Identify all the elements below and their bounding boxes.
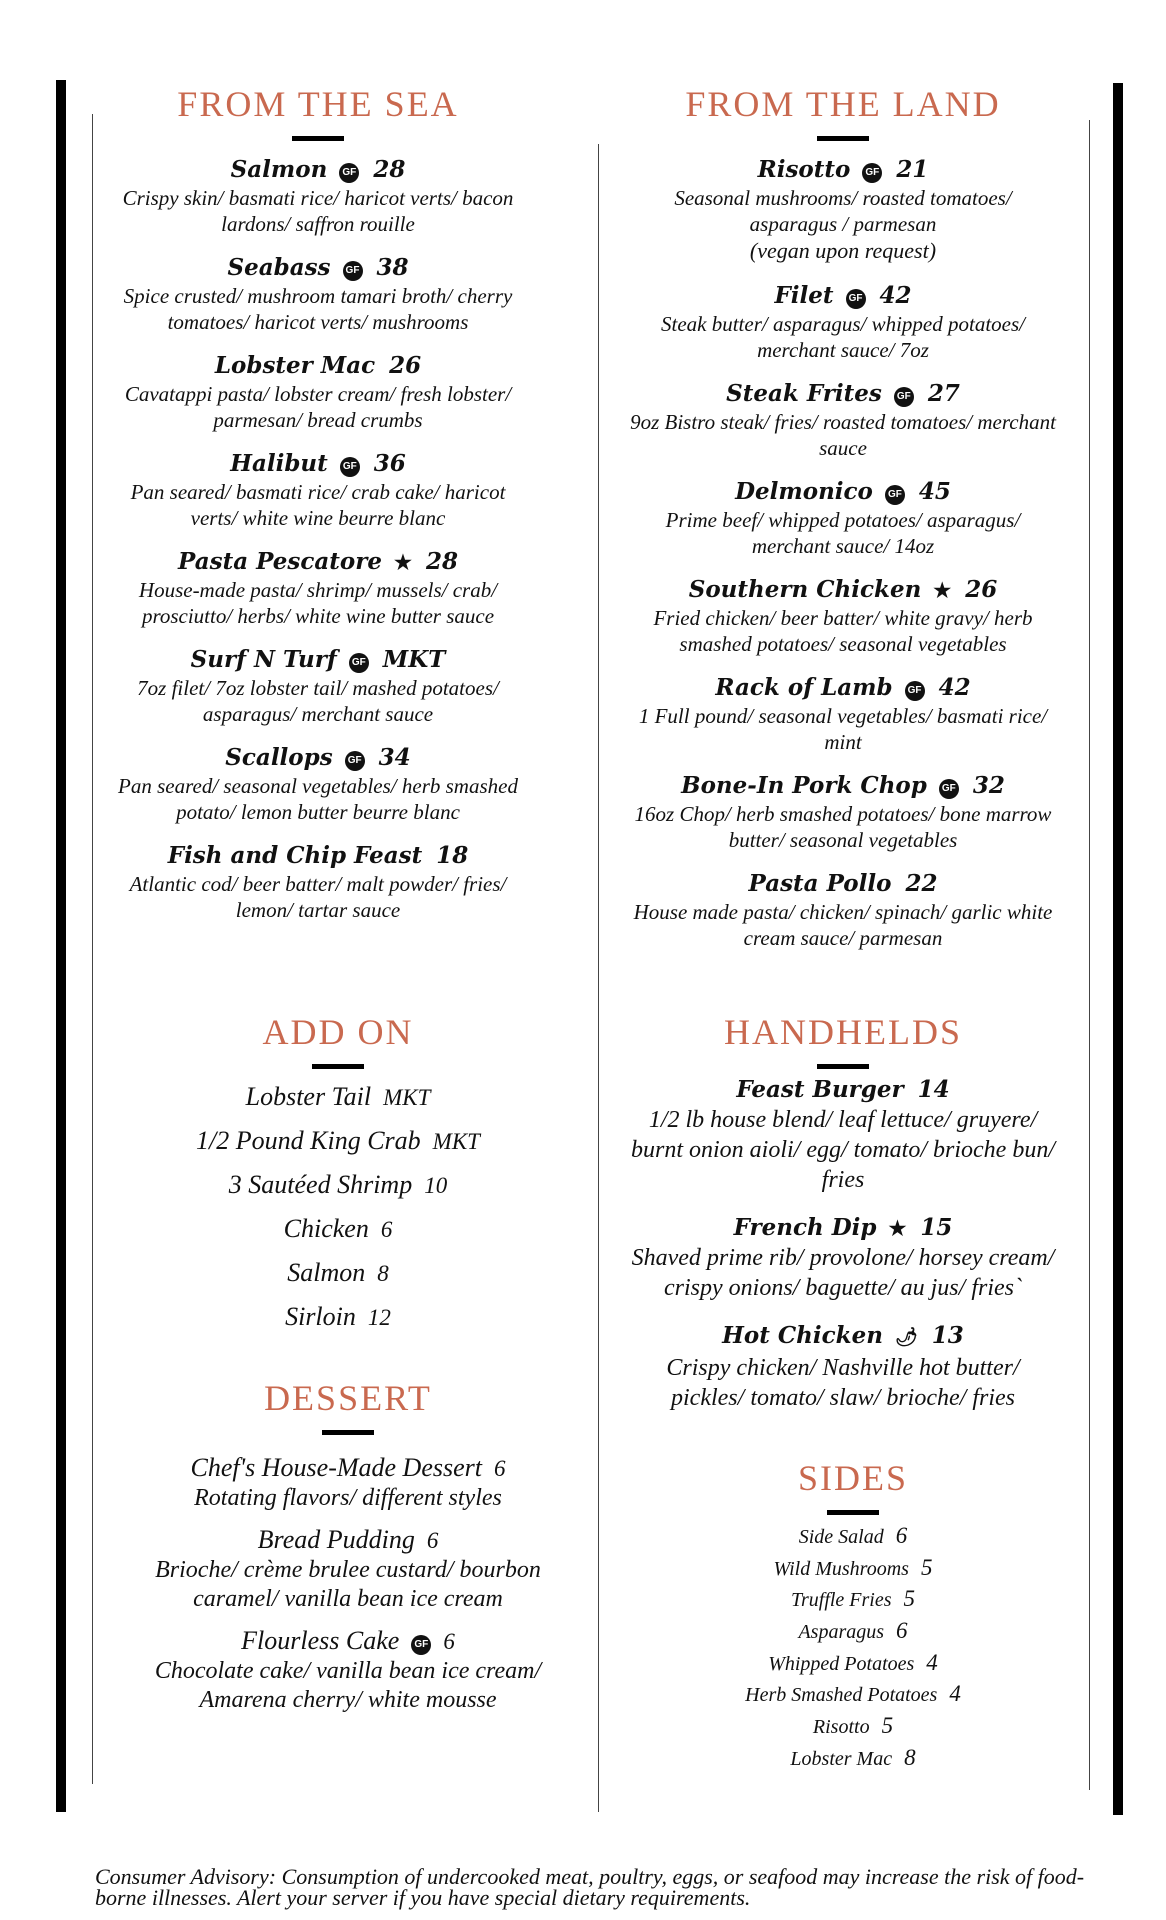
side-price: 4: [926, 1649, 938, 1675]
item-price: 13: [931, 1322, 964, 1349]
heading-rule: [817, 1064, 869, 1069]
section-heading: HANDHELDS: [724, 1012, 962, 1052]
addon-name: Lobster Tail: [245, 1082, 372, 1111]
dessert-section: [128, 1378, 568, 1715]
item-description: Seasonal mushrooms/ roasted tomatoes/ asparagus / parmesan: [674, 186, 1012, 236]
item-description: 7oz filet/ 7oz lobster tail/ mashed potatoes/ asparagus/ merchant sauce: [137, 676, 499, 726]
menu-item: [108, 351, 528, 433]
addon-item: [128, 1302, 548, 1333]
addon-item: [128, 1214, 548, 1245]
dessert-price: 6: [426, 1528, 439, 1553]
chili-pepper-icon: 🌶: [894, 1327, 918, 1348]
item-price: 34: [378, 744, 411, 771]
side-item: [628, 1618, 1078, 1645]
item-price: 42: [879, 282, 912, 309]
side-price: 5: [920, 1554, 933, 1580]
menu-list: [628, 1075, 1058, 1413]
dessert-price: 6: [443, 1629, 455, 1654]
menu-item: [628, 575, 1058, 657]
addon-name: 3 Sautéed Shrimp: [228, 1170, 413, 1199]
menu-item: [108, 449, 528, 531]
addon-list: [128, 1082, 548, 1333]
item-name: Rack of Lamb: [715, 674, 893, 701]
addon-price: 10: [424, 1173, 448, 1198]
side-item: [628, 1713, 1078, 1740]
item-price: 32: [972, 772, 1005, 799]
item-description: Prime beef/ whipped potatoes/ asparagus/ merchant sauce/ 14oz: [665, 508, 1021, 558]
gluten-free-icon: GF: [411, 1635, 431, 1655]
item-price: 14: [917, 1076, 950, 1103]
item-description: Fried chicken/ beer batter/ white gravy/ herb smashed potatoes/ seasonal vegetables: [653, 606, 1033, 656]
item-description: House-made pasta/ shrimp/ mussels/ crab/ prosciutto/ herbs/ white wine butter sauce: [138, 578, 498, 628]
gluten-free-icon: GF: [885, 485, 905, 505]
side-item: [628, 1745, 1078, 1772]
side-price: 6: [895, 1523, 908, 1548]
gluten-free-icon: GF: [862, 163, 882, 183]
item-price: 36: [373, 450, 406, 477]
addon-item: [128, 1082, 548, 1113]
menu-item: [628, 1213, 1058, 1303]
section-heading: FROM THE LAND: [685, 84, 1001, 124]
heading-rule: [322, 1430, 374, 1435]
item-name: Lobster Mac: [214, 352, 376, 379]
heading-rule: [312, 1064, 364, 1069]
gluten-free-icon: GF: [349, 653, 369, 673]
item-description: 1 Full pound/ seasonal vegetables/ basmati rice/ mint: [638, 704, 1048, 754]
menu-list: [628, 155, 1058, 951]
item-price: 27: [927, 380, 960, 407]
consumer-advisory: Consumer Advisory: Consumption of undercooked meat, poultry, eggs, or seafood may increase the risk of food-borne illnesses. Alert your server if you have special dietary requirements.: [95, 1864, 1085, 1910]
center-divider-line: [598, 144, 599, 1812]
side-item: [628, 1523, 1078, 1550]
section-heading: SIDES: [797, 1458, 909, 1498]
item-name: Delmonico: [735, 478, 873, 505]
menu-item: [628, 673, 1058, 755]
addon-name: Sirloin: [285, 1302, 356, 1331]
item-price: 28: [373, 156, 406, 183]
side-name: Whipped Potatoes: [768, 1652, 915, 1675]
item-description: Crispy chicken/ Nashville hot butter/ pickles/ tomato/ slaw/ brioche/ fries: [666, 1355, 1020, 1411]
item-name: French Dip: [733, 1214, 877, 1241]
dessert-name: Flourless Cake: [241, 1626, 400, 1655]
gluten-free-icon: GF: [340, 457, 360, 477]
menu-item: [628, 1321, 1058, 1413]
item-name: Scallops: [225, 744, 333, 771]
menu-item: [628, 771, 1058, 853]
item-description: Pan seared/ seasonal vegetables/ herb smashed potato/ lemon butter beurre blanc: [118, 774, 518, 824]
gluten-free-icon: GF: [846, 289, 866, 309]
star-icon: ★: [394, 550, 412, 574]
item-name: Steak Frites: [726, 380, 882, 407]
item-price: 15: [920, 1214, 953, 1241]
menu-item: [108, 841, 528, 923]
gluten-free-icon: GF: [894, 387, 914, 407]
addon-item: [128, 1126, 548, 1157]
gluten-free-icon: GF: [345, 751, 365, 771]
item-price: 21: [896, 156, 929, 183]
addon-name: Salmon: [287, 1258, 366, 1287]
addon-price: 8: [377, 1261, 389, 1286]
item-name: Filet: [774, 282, 834, 309]
gluten-free-icon: GF: [939, 779, 959, 799]
sides-list: [628, 1523, 1078, 1772]
section-heading: DESSERT: [264, 1378, 432, 1418]
section-heading: ADD ON: [262, 1012, 414, 1052]
left-border-bar: [56, 80, 66, 1812]
star-icon: ★: [933, 578, 952, 602]
item-description: 1/2 lb house blend/ leaf lettuce/ gruyere/ burnt onion aioli/ egg/ tomato/ brioche bun/ fries: [631, 1107, 1055, 1193]
item-name: Hot Chicken: [722, 1322, 883, 1349]
item-description: Shaved prime rib/ provolone/ horsey cream/ crispy onions/ baguette/ au jus/ fries`: [631, 1245, 1055, 1301]
item-note: (vegan upon request): [749, 238, 937, 263]
item-name: Risotto: [757, 156, 851, 183]
addon-price: 6: [380, 1217, 393, 1242]
item-price: MKT: [382, 646, 446, 673]
side-name: Wild Mushrooms: [773, 1557, 909, 1580]
menu-item: [108, 253, 528, 335]
side-price: 5: [881, 1713, 894, 1739]
star-icon: ★: [888, 1216, 907, 1240]
item-name: Salmon: [230, 156, 328, 183]
side-item: [628, 1650, 1078, 1677]
item-price: 22: [905, 870, 938, 897]
item-price: 42: [938, 674, 971, 701]
heading-rule: [817, 136, 869, 141]
addon-price: 12: [367, 1305, 391, 1330]
menu-item: [628, 1075, 1058, 1195]
dessert-description: Rotating flavors/ different styles: [194, 1485, 502, 1511]
menu-item: [108, 645, 528, 727]
item-description: Atlantic cod/ beer batter/ malt powder/ fries/ lemon/ tartar sauce: [129, 872, 507, 922]
item-description: 16oz Chop/ herb smashed potatoes/ bone marrow butter/ seasonal vegetables: [634, 802, 1052, 852]
side-name: Lobster Mac: [790, 1747, 893, 1770]
dessert-item: [128, 1626, 568, 1715]
item-description: Cavatappi pasta/ lobster cream/ fresh lobster/ parmesan/ bread crumbs: [124, 382, 512, 432]
item-description: 9oz Bistro steak/ fries/ roasted tomatoes/ merchant sauce: [630, 410, 1056, 460]
item-description: Crispy skin/ basmati rice/ haricot verts/ bacon lardons/ saffron rouille: [122, 186, 514, 236]
item-name: Surf N Turf: [190, 646, 337, 673]
addon-price: MKT: [432, 1129, 480, 1154]
menu-item: [108, 743, 528, 825]
menu-list: [108, 155, 528, 923]
addon-item: [128, 1258, 548, 1289]
item-name: Pasta Pollo: [748, 870, 892, 897]
dessert-description: Chocolate cake/ vanilla bean ice cream/ Amarena cherry/ white mousse: [154, 1658, 542, 1713]
item-price: 38: [376, 254, 409, 281]
side-name: Herb Smashed Potatoes: [745, 1684, 938, 1707]
dessert-item: [128, 1453, 568, 1513]
side-name: Side Salad: [798, 1526, 884, 1548]
left-inner-line: [92, 114, 93, 1784]
menu-item: [628, 281, 1058, 363]
side-price: 4: [949, 1681, 961, 1707]
item-name: Pasta Pescatore: [178, 548, 382, 575]
item-price: 26: [389, 352, 422, 379]
addon-name: 1/2 Pound King Crab: [196, 1126, 421, 1155]
side-item: [628, 1555, 1078, 1582]
dessert-description: Brioche/ crème brulee custard/ bourbon caramel/ vanilla bean ice cream: [155, 1557, 541, 1612]
menu-item: [108, 155, 528, 237]
side-name: Truffle Fries: [790, 1589, 892, 1612]
handhelds-section: [628, 1012, 1058, 1413]
side-item: [628, 1681, 1078, 1708]
menu-item: [628, 869, 1058, 951]
heading-rule: [827, 1510, 879, 1515]
item-price: 26: [965, 576, 998, 603]
item-name: Feast Burger: [736, 1076, 904, 1103]
addon-name: Chicken: [283, 1214, 369, 1243]
item-name: Fish and Chip Feast: [167, 842, 423, 869]
dessert-price: 6: [494, 1456, 506, 1481]
menu-item: [628, 477, 1058, 559]
heading-rule: [292, 136, 344, 141]
addon-price: MKT: [383, 1085, 431, 1110]
gluten-free-icon: GF: [905, 681, 925, 701]
side-item: [628, 1586, 1078, 1613]
section-heading: FROM THE SEA: [177, 84, 459, 124]
dessert-name: Chef's House-Made Dessert: [190, 1453, 482, 1482]
item-name: Seabass: [227, 254, 331, 281]
item-description: Spice crusted/ mushroom tamari broth/ cherry tomatoes/ haricot verts/ mushrooms: [123, 284, 513, 334]
item-description: Steak butter/ asparagus/ whipped potatoes/ merchant sauce/ 7oz: [661, 312, 1025, 362]
item-name: Bone-In Pork Chop: [681, 772, 927, 799]
gluten-free-icon: GF: [343, 261, 363, 281]
from-the-sea-section: [108, 84, 528, 923]
dessert-name: Bread Pudding: [257, 1525, 415, 1554]
item-price: 45: [918, 478, 951, 505]
gluten-free-icon: GF: [339, 163, 359, 183]
side-name: Risotto: [812, 1716, 870, 1739]
dessert-list: [128, 1453, 568, 1715]
item-name: Southern Chicken: [688, 576, 922, 603]
item-description: Pan seared/ basmati rice/ crab cake/ haricot verts/ white wine beurre blanc: [130, 480, 506, 530]
item-price: 18: [436, 842, 469, 869]
right-border-bar: [1113, 83, 1123, 1815]
sides-section: [628, 1458, 1078, 1772]
side-price: 5: [903, 1586, 916, 1612]
from-the-land-section: [628, 84, 1058, 951]
dessert-item: [128, 1525, 568, 1614]
item-name: Halibut: [230, 450, 328, 477]
side-name: Asparagus: [798, 1621, 885, 1644]
side-price: 8: [904, 1744, 916, 1770]
right-inner-line: [1089, 120, 1090, 1790]
menu-item: [628, 379, 1058, 461]
menu-item: [108, 547, 528, 629]
item-price: 28: [425, 548, 458, 575]
menu-item: [628, 155, 1058, 265]
item-description: House made pasta/ chicken/ spinach/ garlic white cream sauce/ parmesan: [633, 900, 1053, 950]
add-on-section: [128, 1012, 548, 1333]
side-price: 6: [896, 1618, 908, 1644]
addon-item: [128, 1170, 548, 1201]
